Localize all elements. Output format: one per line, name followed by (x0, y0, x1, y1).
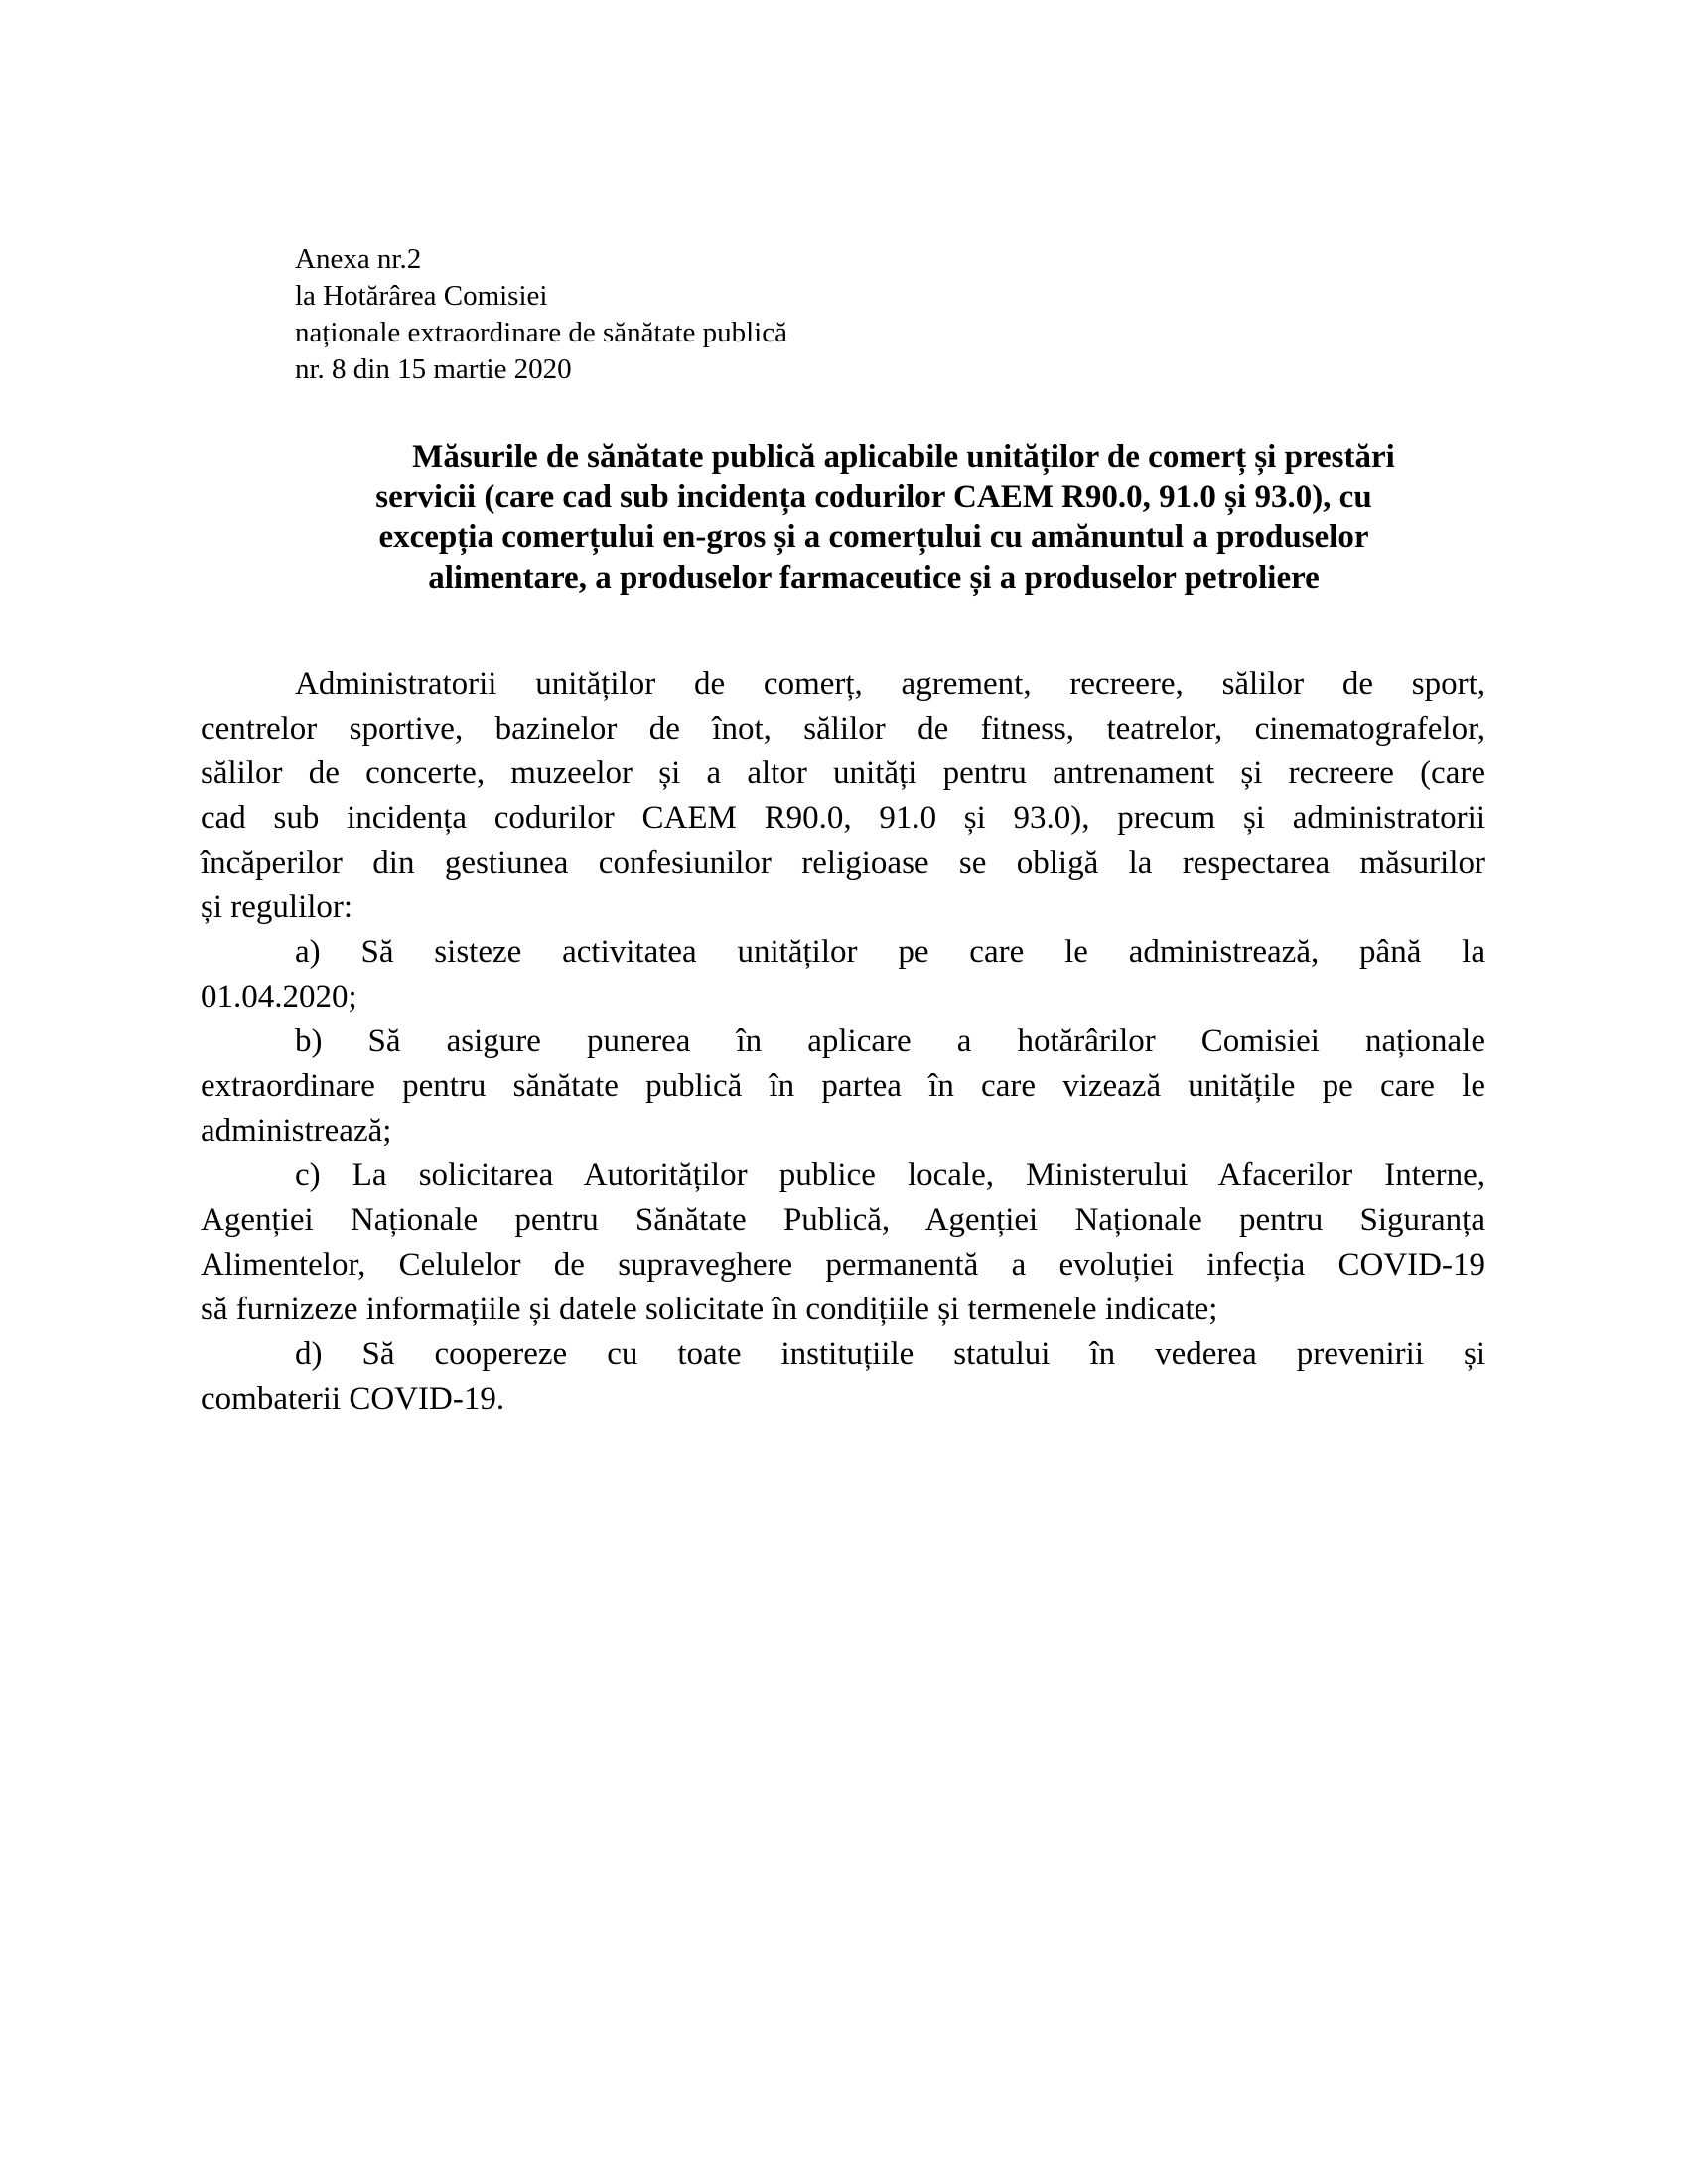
title-line: excepția comerțului en-gros și a comerțului cu amănuntul a produselor (378, 519, 1369, 555)
title-line: servicii (care cad sub incidența codurilor CAEM R90.0, 91.0 și 93.0), cu (375, 478, 1372, 515)
annex-date: nr. 8 din 15 martie 2020 (295, 353, 572, 385)
text-line: d) Să coopereze cu toate instituțiile statului în vederea prevenirii și (295, 1336, 1485, 1372)
annex-reference (295, 241, 787, 388)
text-line: administrează; (201, 1113, 392, 1149)
text-line: sălilor de concerte, muzeelor și a altor unități pentru antrenament și recreere (care (201, 755, 1485, 791)
title-line: Măsurile de sănătate publică aplicabile unităților de comerț și prestări (412, 439, 1395, 475)
document-body (201, 662, 1485, 1422)
item-a (201, 930, 1485, 1020)
text-line: combaterii COVID-19. (201, 1381, 505, 1417)
text-line: Agenției Naționale pentru Sănătate Publică, Agenției Naționale pentru Siguranța (201, 1202, 1485, 1238)
text-line: a) Să sisteze activitatea unităților pe care le administrează, până la (295, 934, 1485, 970)
intro-paragraph (201, 662, 1485, 930)
text-line: Administratorii unităților de comerț, agrement, recreere, sălilor de sport, (295, 666, 1485, 702)
title-line: alimentare, a produselor farmaceutice și a produselor petroliere (428, 559, 1320, 596)
item-d (201, 1332, 1485, 1422)
text-line: cad sub incidența codurilor CAEM R90.0, 91.0 și 93.0), precum și administratorii (201, 800, 1485, 836)
text-line: b) Să asigure punerea în aplicare a hotărârilor Comisiei naționale (295, 1024, 1485, 1059)
text-line: 01.04.2020; (201, 979, 357, 1015)
text-line: c) La solicitarea Autorităților publice locale, Ministerului Afacerilor Interne, (295, 1158, 1485, 1193)
text-line: să furnizeze informațiile și datele solicitate în condițiile și termenele indicate; (201, 1292, 1218, 1327)
item-c (201, 1154, 1485, 1332)
annex-number: Anexa nr.2 (295, 243, 422, 275)
text-line: centrelor sportive, bazinelor de înot, sălilor de fitness, teatrelor, cinematografelor, (201, 711, 1485, 747)
document-title (248, 437, 1499, 598)
item-b (201, 1020, 1485, 1154)
annex-commission: naționale extraordinare de sănătate publică (295, 317, 787, 348)
annex-decision: la Hotărârea Comisiei (295, 280, 548, 312)
text-line: Alimentelor, Celulelor de supraveghere permanentă a evoluției infecția COVID-19 (201, 1247, 1485, 1283)
text-line: extraordinare pentru sănătate publică în partea în care vizează unitățile pe care le (201, 1068, 1485, 1104)
text-line: și regulilor: (201, 889, 353, 925)
text-line: încăperilor din gestiunea confesiunilor religioase se obligă la respectarea măsurilor (201, 845, 1485, 881)
